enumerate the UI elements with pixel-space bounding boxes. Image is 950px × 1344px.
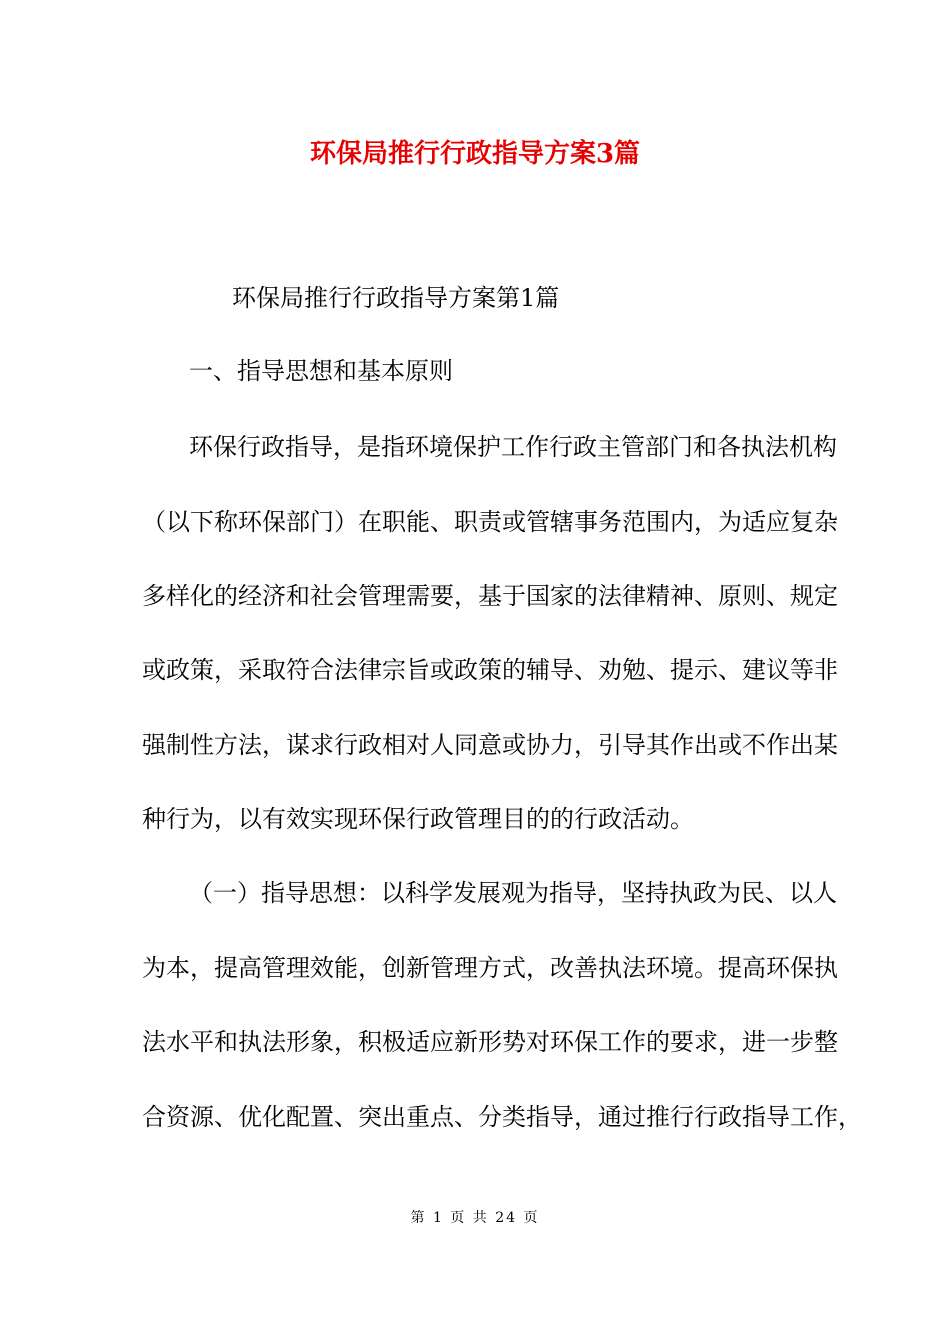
page-number-footer: 第 1 页 共 24 页 xyxy=(410,1210,540,1226)
paragraph-line: 种行为，以有效实现环保行政管理目的的行政活动。 xyxy=(142,805,694,833)
document-title: 环保局推行行政指导方案3篇 xyxy=(309,139,641,169)
paragraph-line: 合资源、优化配置、突出重点、分类指导，通过推行行政指导工作， xyxy=(142,1103,862,1131)
paragraph-line: （一）指导思想：以科学发展观为指导，坚持执政为民、以人 xyxy=(189,879,837,907)
paragraph-line: 为本，提高管理效能，创新管理方式，改善执法环境。提高环保执 xyxy=(142,954,838,982)
section-heading: 一、指导思想和基本原则 xyxy=(189,357,453,385)
paragraph-line: 或政策，采取符合法律宗旨或政策的辅导、劝勉、提示、建议等非 xyxy=(142,656,838,684)
paragraph-line: 环保行政指导，是指环境保护工作行政主管部门和各执法机构 xyxy=(189,433,837,461)
subtitle: 环保局推行行政指导方案第1篇 xyxy=(232,284,560,312)
paragraph-line: 多样化的经济和社会管理需要，基于国家的法律精神、原则、规定 xyxy=(142,582,838,610)
paragraph-line: 法水平和执法形象，积极适应新形势对环保工作的要求，进一步整 xyxy=(142,1028,838,1056)
paragraph-line: 强制性方法，谋求行政相对人同意或协力，引导其作出或不作出某 xyxy=(142,731,838,759)
paragraph-line: （以下称环保部门）在职能、职责或管辖事务范围内，为适应复杂 xyxy=(142,508,838,536)
